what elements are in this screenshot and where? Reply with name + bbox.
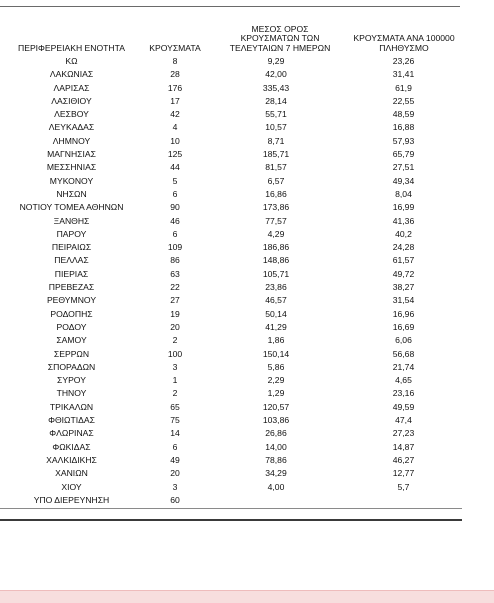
region-cell: ΛΗΜΝΟΥ bbox=[52, 135, 91, 146]
region-cell: ΛΕΣΒΟΥ bbox=[54, 109, 89, 120]
region-cell: ΛΑΡΙΣΑΣ bbox=[53, 82, 90, 93]
avg-cell: 8,71 bbox=[267, 135, 285, 146]
region-cell: ΡΟΔΟΥ bbox=[56, 321, 87, 332]
avg-cell: 150,14 bbox=[262, 348, 290, 359]
region-cell: ΦΛΩΡΙΝΑΣ bbox=[49, 428, 94, 439]
region-cell: ΠΕΛΛΑΣ bbox=[54, 255, 89, 266]
cases-table-body bbox=[0, 55, 462, 507]
cases-cell: 2 bbox=[172, 335, 178, 346]
cases-cell: 20 bbox=[170, 468, 180, 479]
table-row bbox=[0, 55, 462, 68]
cases-cell: 3 bbox=[172, 361, 178, 372]
rate-cell: 6,06 bbox=[395, 335, 412, 346]
region-cell: ΠΑΡΟΥ bbox=[56, 228, 87, 239]
rate-cell: 31,41 bbox=[392, 69, 415, 80]
avg-cell: 1,86 bbox=[267, 335, 285, 346]
cases-cell: 90 bbox=[170, 202, 180, 213]
avg-cell: 26,86 bbox=[265, 428, 287, 439]
rate-cell: 21,74 bbox=[392, 361, 415, 372]
rate-cell: 24,28 bbox=[392, 242, 415, 253]
rate-cell: 65,79 bbox=[392, 149, 415, 160]
rate-cell: 27,51 bbox=[392, 162, 415, 173]
cases-cell: 6 bbox=[172, 441, 178, 452]
rate-cell: 14,87 bbox=[392, 441, 415, 452]
avg-cell: 105,71 bbox=[262, 268, 290, 279]
table-row bbox=[0, 374, 462, 387]
table-row bbox=[0, 254, 462, 267]
table-row bbox=[0, 321, 462, 334]
table-row bbox=[0, 175, 462, 188]
table-row bbox=[0, 361, 462, 374]
avg-cell: 103,86 bbox=[262, 415, 290, 426]
rate-cell: 27,23 bbox=[392, 428, 415, 439]
cases-cell: 28 bbox=[170, 69, 180, 80]
region-cell: ΦΩΚΙΔΑΣ bbox=[52, 441, 91, 452]
avg-cell: 23,86 bbox=[265, 282, 287, 293]
cases-cell: 1 bbox=[172, 375, 178, 386]
cases-cell: 42 bbox=[170, 109, 180, 120]
region-cell: ΛΑΣΙΘΙΟΥ bbox=[51, 95, 92, 106]
cases-cell: 46 bbox=[170, 215, 180, 226]
header-cases-label: ΚΡΟΥΣΜΑΤΑ bbox=[149, 43, 201, 54]
cases-cell: 125 bbox=[167, 149, 183, 160]
table-row bbox=[0, 494, 462, 507]
table-row bbox=[0, 441, 462, 454]
rate-cell bbox=[345, 494, 462, 507]
rate-cell: 23,16 bbox=[392, 388, 415, 399]
table-row bbox=[0, 427, 462, 440]
cases-cell: 176 bbox=[167, 82, 183, 93]
avg-cell: 10,57 bbox=[265, 122, 287, 133]
rate-cell: 61,9 bbox=[395, 82, 412, 93]
cases-cell: 44 bbox=[170, 162, 180, 173]
header-per100k-line1: ΚΡΟΥΣΜΑΤΑ ΑΝΑ 100000 bbox=[353, 33, 455, 44]
rate-cell: 41,36 bbox=[392, 215, 415, 226]
region-cell: ΥΠΟ ΔΙΕΡΕΥΝΗΣΗ bbox=[33, 494, 110, 505]
region-cell: ΚΩ bbox=[65, 56, 78, 66]
avg-cell: 55,71 bbox=[265, 109, 287, 120]
rate-cell: 16,69 bbox=[392, 321, 415, 332]
region-cell: ΤΗΝΟΥ bbox=[56, 388, 87, 399]
table-row bbox=[0, 294, 462, 307]
rate-cell: 22,55 bbox=[392, 95, 415, 106]
rate-cell: 12,77 bbox=[392, 468, 415, 479]
table-row bbox=[0, 348, 462, 361]
region-cell: ΧΑΛΚΙΔΙΚΗΣ bbox=[46, 454, 97, 465]
cases-cell: 20 bbox=[170, 321, 180, 332]
avg-cell: 148,86 bbox=[262, 255, 290, 266]
table-row bbox=[0, 68, 462, 81]
cases-cell: 4 bbox=[172, 122, 178, 133]
top-rule bbox=[0, 6, 460, 7]
avg-cell: 6,57 bbox=[267, 175, 285, 186]
avg-cell: 16,86 bbox=[265, 188, 287, 199]
region-cell: ΣΑΜΟΥ bbox=[56, 335, 87, 346]
table-row bbox=[0, 135, 462, 148]
rate-cell: 40,2 bbox=[395, 228, 412, 239]
table-row bbox=[0, 481, 462, 494]
header-avg-line1: ΜΕΣΟΣ ΟΡΟΣ bbox=[251, 23, 309, 34]
rate-cell: 47,4 bbox=[395, 415, 412, 426]
cases-cell: 2 bbox=[172, 388, 178, 399]
cases-cell: 3 bbox=[172, 481, 178, 492]
cases-cell: 17 bbox=[170, 95, 180, 106]
rate-cell: 23,26 bbox=[392, 56, 415, 66]
region-cell: ΣΕΡΡΩΝ bbox=[53, 348, 90, 359]
avg-cell: 1,29 bbox=[267, 388, 285, 399]
region-cell: ΣΠΟΡΑΔΩΝ bbox=[47, 361, 96, 372]
table-row bbox=[0, 268, 462, 281]
region-cell: ΤΡΙΚΑΛΩΝ bbox=[49, 401, 94, 412]
region-cell: ΝΗΣΩΝ bbox=[56, 188, 87, 199]
avg-cell: 120,57 bbox=[262, 401, 290, 412]
rate-cell: 8,04 bbox=[395, 188, 412, 199]
header-avg-line3: ΤΕΛΕΥΤΑΙΩΝ 7 ΗΜΕΡΩΝ bbox=[229, 43, 331, 54]
cases-cell: 14 bbox=[170, 428, 180, 439]
region-cell: ΛΑΚΩΝΙΑΣ bbox=[49, 69, 94, 80]
header-cases-per-100k bbox=[344, 34, 464, 54]
cases-cell: 63 bbox=[170, 268, 180, 279]
cases-cell: 19 bbox=[170, 308, 180, 319]
table-row bbox=[0, 401, 462, 414]
table-row bbox=[0, 241, 462, 254]
rate-cell: 57,93 bbox=[392, 135, 415, 146]
avg-cell: 77,57 bbox=[265, 215, 287, 226]
table-row bbox=[0, 281, 462, 294]
region-cell: ΞΑΝΘΗΣ bbox=[53, 215, 90, 226]
cases-cell: 10 bbox=[170, 135, 180, 146]
region-cell: ΠΡΕΒΕΖΑΣ bbox=[48, 282, 95, 293]
rate-cell: 48,59 bbox=[392, 109, 415, 120]
table-row bbox=[0, 215, 462, 228]
avg-cell: 4,29 bbox=[267, 228, 285, 239]
rate-cell: 46,27 bbox=[392, 454, 415, 465]
region-cell: ΡΕΘΥΜΝΟΥ bbox=[46, 295, 97, 306]
avg-cell: 5,86 bbox=[267, 361, 285, 372]
region-cell: ΠΙΕΡΙΑΣ bbox=[54, 268, 89, 279]
avg-cell: 14,00 bbox=[265, 441, 287, 452]
table-row bbox=[0, 188, 462, 201]
cases-cell: 100 bbox=[167, 348, 183, 359]
rate-cell: 16,96 bbox=[392, 308, 415, 319]
cases-cell: 60 bbox=[170, 494, 180, 505]
rate-cell: 4,65 bbox=[395, 375, 412, 386]
rate-cell: 16,88 bbox=[392, 122, 415, 133]
cases-cell: 8 bbox=[172, 56, 178, 66]
table-row bbox=[0, 148, 462, 161]
rate-cell: 56,68 bbox=[392, 348, 415, 359]
bottom-rule bbox=[0, 519, 462, 521]
avg-cell: 173,86 bbox=[262, 202, 290, 213]
avg-cell: 41,29 bbox=[265, 321, 287, 332]
region-cell: ΜΕΣΣΗΝΙΑΣ bbox=[46, 162, 97, 173]
avg-cell: 28,14 bbox=[265, 95, 287, 106]
table-row bbox=[0, 95, 462, 108]
cases-cell: 6 bbox=[172, 228, 178, 239]
table-row bbox=[0, 467, 462, 480]
avg-cell: 186,86 bbox=[262, 242, 290, 253]
region-cell: ΜΑΓΝΗΣΙΑΣ bbox=[47, 149, 96, 160]
region-cell: ΝΟΤΙΟΥ ΤΟΜΕΑ ΑΘΗΝΩΝ bbox=[19, 202, 124, 213]
cases-table bbox=[0, 55, 462, 507]
table-row bbox=[0, 454, 462, 467]
avg-cell: 185,71 bbox=[262, 149, 290, 160]
cases-cell: 86 bbox=[170, 255, 180, 266]
table-row bbox=[0, 414, 462, 427]
table-row bbox=[0, 201, 462, 214]
cases-cell: 6 bbox=[172, 188, 178, 199]
avg-cell: 335,43 bbox=[262, 82, 290, 93]
table-row bbox=[0, 334, 462, 347]
rate-cell: 16,99 bbox=[392, 202, 415, 213]
header-avg-line2: ΚΡΟΥΣΜΑΤΩΝ ΤΩΝ bbox=[240, 33, 320, 44]
table-end-rule bbox=[0, 508, 462, 509]
avg-cell: 78,86 bbox=[265, 454, 287, 465]
avg-cell: 81,57 bbox=[265, 162, 287, 173]
footer-band bbox=[0, 590, 494, 603]
table-row bbox=[0, 121, 462, 134]
cases-cell: 22 bbox=[170, 282, 180, 293]
cases-cell: 5 bbox=[172, 175, 178, 186]
rate-cell: 31,54 bbox=[392, 295, 415, 306]
header-region bbox=[0, 44, 143, 54]
region-cell: ΛΕΥΚΑΔΑΣ bbox=[48, 122, 95, 133]
header-per100k-line2: ΠΛΗΘΥΣΜΟ bbox=[379, 43, 429, 54]
rate-cell: 49,34 bbox=[392, 175, 415, 186]
table-row bbox=[0, 108, 462, 121]
avg-cell: 34,29 bbox=[265, 468, 287, 479]
header-region-label: ΠΕΡΙΦΕΡΕΙΑΚΗ ΕΝΟΤΗΤΑ bbox=[18, 43, 125, 54]
table-row bbox=[0, 308, 462, 321]
cases-cell: 49 bbox=[170, 454, 180, 465]
region-cell: ΦΘΙΩΤΙΔΑΣ bbox=[48, 415, 95, 426]
table-row bbox=[0, 228, 462, 241]
avg-cell: 50,14 bbox=[265, 308, 287, 319]
avg-cell: 4,00 bbox=[267, 481, 285, 492]
cases-cell: 109 bbox=[167, 242, 183, 253]
table-header bbox=[0, 17, 462, 54]
cases-cell: 27 bbox=[170, 295, 180, 306]
cases-cell: 75 bbox=[170, 415, 180, 426]
avg-cell: 2,29 bbox=[267, 375, 285, 386]
region-cell: ΡΟΔΟΠΗΣ bbox=[50, 308, 93, 319]
table-row bbox=[0, 161, 462, 174]
table-row bbox=[0, 387, 462, 400]
rate-cell: 49,72 bbox=[392, 268, 415, 279]
region-cell: ΠΕΙΡΑΙΩΣ bbox=[51, 242, 92, 253]
avg-cell: 9,29 bbox=[267, 56, 285, 66]
region-cell: ΜΥΚΟΝΟΥ bbox=[49, 175, 94, 186]
rate-cell: 61,57 bbox=[392, 255, 415, 266]
rate-cell: 38,27 bbox=[392, 282, 415, 293]
header-seven-day-average bbox=[225, 25, 335, 54]
table-row bbox=[0, 82, 462, 95]
avg-cell bbox=[207, 494, 345, 507]
cases-cell: 65 bbox=[170, 401, 180, 412]
rate-cell: 49,59 bbox=[392, 401, 415, 412]
header-cases bbox=[143, 44, 207, 54]
region-cell: ΣΥΡΟΥ bbox=[57, 375, 86, 386]
avg-cell: 46,57 bbox=[265, 295, 287, 306]
avg-cell: 42,00 bbox=[265, 69, 287, 80]
rate-cell: 5,7 bbox=[397, 481, 410, 492]
region-cell: ΧΑΝΙΩΝ bbox=[55, 468, 88, 479]
region-cell: ΧΙΟΥ bbox=[61, 481, 82, 492]
